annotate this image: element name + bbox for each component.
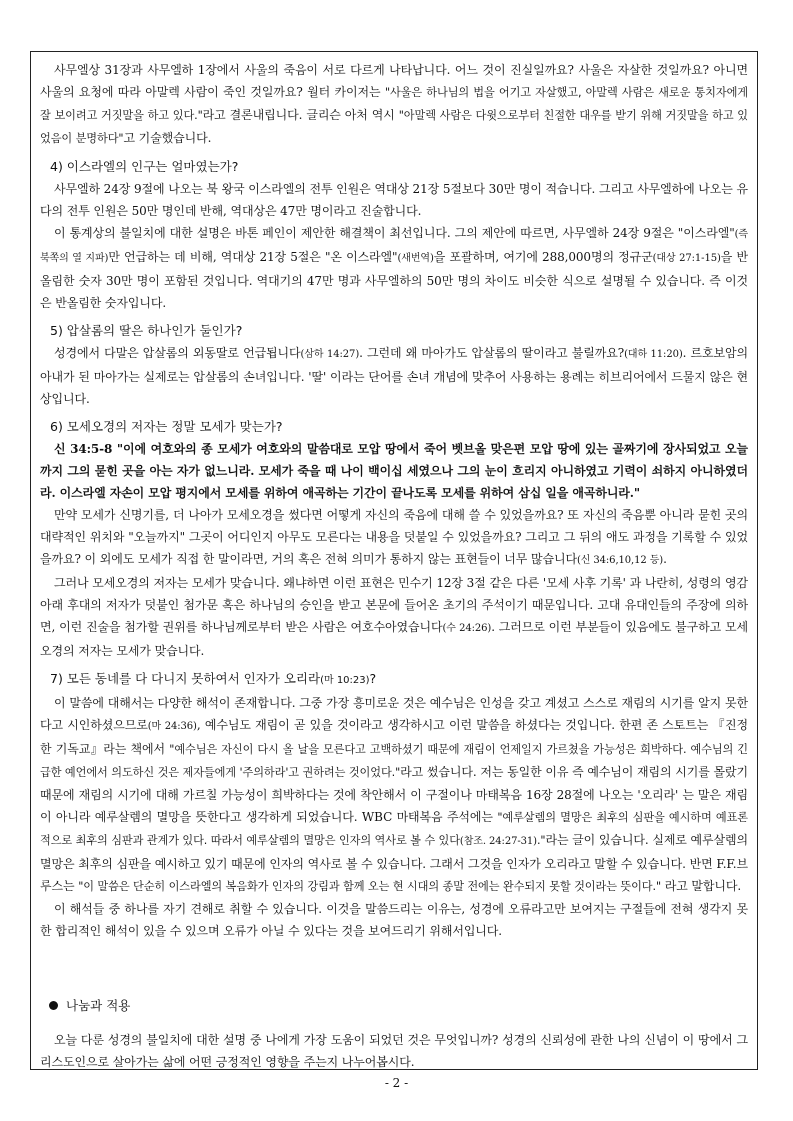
section-6-heading: 6) 모세오경의 저자는 정말 모세가 맞는가? [50,419,283,434]
intro-text: 라고 결론내립니다. 글리슨 아처 역시 [202,108,399,122]
text: 라고 말합니다. [661,879,742,893]
archer-quote: "아말렉 사람은 다윗으로부터 친절한 대우를 받기 위해 거짓말을 하고 있었음이 분명하다" [40,109,748,145]
note: (즉 북쪽의 열 지파) [40,229,748,264]
reference: (대상 27:1-15) [652,253,721,264]
text: 그러나 모세오경의 저자는 모세가 맞습니다. 왜냐하면 이런 표현은 민수기 12장 3절 같은 다른 '모세 사후 기록' 과 나란히, 성령의 영감 아래 후대의 저자가 덧붙인 첨가문 혹은 하나님의 승인을 받고 본문에 들어온 초기의 주석이기 때문입니다. 고대 유대인들의 주장에 의하면, 이런 진술을 첨가할 권위를 하나님께로부터 받은 사람은 여호수아였습니다 [40,576,748,634]
reference: (대하 11:20) [624,349,683,360]
text: 만 언급하는 데 비해, 역대상 21장 5절은 "온 이스라엘" [108,250,398,264]
reference: (참조. 24:27-31) [459,836,537,847]
text: . 르호보암의 아내가 된 마아가는 실제로는 압살롬의 손녀입니다. '딸' 이라는 단어를 손녀 개념에 맞추어 사용하는 용례는 히브리어에서 드물지 않은 현상입니다. [40,346,749,406]
section-6-paragraph-2 [40,572,748,662]
text: 만약 모세가 신명기를, 더 나아가 모세오경을 썼다면 어떻게 자신의 죽음에 대해 쓸 수 있었을까요? 또 자신의 죽음뿐 아니라 묻힌 곳의 대략적인 위치와 "오늘까지" 그곳이 어디인지 아무도 모른다는 내용을 덧붙일 수 있었을까요? 그리고 그 뒤의 애도 과정을 기록할 수 있었을까요? 이 외에도 모세가 직접 한 말이라면, 거의 혹은 전혀 의미가 통하지 않는 표현들이 너무 많습니다 [40,508,748,566]
heading-text: 7) 모든 동네를 다 다니지 못하여서 인자가 오리라 [50,671,321,686]
text: 을 반올림한 숫자 30만 명이 포함된 것입니다. 역대기의 47만 명과 사무엘하의 50만 명의 차이도 비슷한 식으로 설명될 수 있습니다. 즉 이것은 반올림한 숫자입니다. [40,250,748,310]
text: 성경에서 다말은 압살롬의 외동딸로 언급됩니다 [54,346,301,360]
reference: (신 34:6,10,12 등) [576,555,664,566]
section-7-heading [40,668,748,692]
page-number: - 2 - [384,1076,409,1090]
text: . 그러므로 이런 부분들이 있음에도 불구하고 모세오경의 저자는 모세가 맞습니다. [40,620,749,658]
wbc-quote: "예루살렘의 멸망은 최후의 심판을 예시하며 예표론적으로 최후의 심판과 관계가 있다. 따라서 예루살렘의 멸망은 인자의 역사로 볼 수 있다 [40,811,748,847]
section-4-paragraph-1: 사무엘하 24장 9절에 나오는 북 왕국 이스라엘의 전투 인원은 역대상 21장 5절보다 30만 명이 적습니다. 그리고 사무엘하에 나오는 유다의 전투 인원은 50만 명인데 반해, 역대상은 47만 명이라고 진술합니다. [40,182,748,218]
section-5-paragraph [40,342,748,410]
text: . 그런데 왜 마아가도 압살롬의 딸이라고 불릴까요? [359,346,625,360]
sharing-paragraph: 오늘 다룬 성경의 불일치에 대한 설명 중 나에게 가장 도움이 되었던 것은 무엇입니까? 성경의 신뢰성에 관한 나의 신념이 이 땅에서 그리스도인으로 살아가는 삶에 어떤 긍정적인 영향을 주는지 나누어봅시다. [40,1033,748,1069]
intro-text: 고 기술했습니다. [123,131,212,145]
section-6-paragraph-1 [40,504,748,572]
content-body [40,59,748,942]
section-7-paragraph-2: 이 해석들 중 하나를 자기 견해로 취할 수 있습니다. 이것을 말씀드리는 이유는, 성경에 오류라고만 보여지는 구절들에 전혀 생각지 못한 합리적인 해석이 있을 수 있으며 오류가 아닐 수 있다는 것을 보여드리기 위해서입니다. [40,902,748,938]
intro-text: 사무엘상 31장과 사무엘하 1장에서 사울의 죽음이 서로 다르게 나타납니다. 어느 것이 진실일까요? 사울은 자살한 것일까요? 아니면 사울의 요청에 따라 아말렉 사람이 죽인 것일까요? 월터 카이저는 [40,63,748,99]
text: 이 말씀에 대해서는 다양한 해석이 존재합니다. 그중 가장 흥미로운 것은 예수님은 인성을 갖고 계셨고 스스로 재림의 시기를 알지 못한다고 시인하셨으므로 [40,696,748,732]
text: , 예수님도 재림이 곧 있을 것이라고 생각하시고 이런 말씀을 하셨다는 것입니다. 한편 존 스토트는 [196,718,713,732]
text: 라는 책에서 [103,742,170,756]
heading-text: ? [369,671,377,686]
section-4-heading: 4) 이스라엘의 인구는 얼마였는가? [50,159,239,174]
section-5-heading: 5) 압살롬의 딸은 하나인가 둘인가? [50,323,243,338]
text: . [663,552,667,566]
deuteronomy-verse: 신 34:5-8 "이에 여호와의 종 모세가 여호와의 말씀대로 모압 땅에서 죽어 벳브올 맞은편 모압 땅에 있는 골짜기에 장사되었고 오늘까지 그의 묻힌 곳을 아는 자가 없느니라. 모세가 죽을 때 나이 백이십 세였으나 그의 눈이 흐리지 아니하였고 기력이 쇠하지 아니하였더라. 이스라엘 자손이 모압 평지에서 모세를 위하여 애곡하는 기간이 끝나도록 모세를 위하여 삼십 일을 애곡하니라." [40,442,748,500]
text: 을 포괄하며, 여기에 288,000명의 정규군 [433,250,653,264]
text: 이 통계상의 불일치에 대한 설명은 바톤 페인이 제안한 해결책이 최선입니다. 그의 제안에 따르면, 사무엘하 24장 9절은 "이스라엘" [54,226,735,240]
kaiser-quote: "사울은 하나님의 법을 어기고 자살했고, 아말렉 사람은 새로운 통치자에게 잘 보이려고 거짓말을 하고 있다." [40,86,748,122]
text: 라는 글이 있습니다. 실제로 예루살렘의 멸망은 최후의 심판을 예시하고 있기 때문에 인자의 역사로 볼 수 있습니다. 그래서 그것을 인자가 오리라고 말할 수 있습니다. 반면 F.F.브루스는 [40,833,748,893]
section-7-paragraph-1 [40,692,748,898]
sharing-section [40,1029,748,1070]
reference: (삼하 14:27) [300,349,360,360]
note: (새번역) [397,253,434,264]
section-4-paragraph-2 [40,222,748,314]
reference: (수 24:26) [442,623,492,634]
sharing-heading [49,995,130,1017]
content-frame [30,51,758,1070]
reference: (마 10:23) [320,675,370,686]
heading-text: 나눔과 적용 [66,998,131,1013]
reference: (마 24:36) [147,721,197,732]
wbc-quote: ." [536,834,546,847]
intro-paragraph [40,59,748,150]
bullet-icon [49,1001,58,1010]
stott-quote: "예수님은 자신이 다시 올 날을 모른다고 고백하셨기 때문에 재림이 언제일지 가르쳤을 가능성은 희박하다. 예수님의 긴급한 예언에서 의도하신 것은 제자들에게 '주의하라'고 권하려는 것이었다." [40,743,748,779]
bruce-quote: "이 말씀은 단순히 이스라엘의 복음화가 인자의 강림과 함께 오는 현 시대의 종말 전에는 완수되지 못할 것이라는 뜻이다." [78,880,661,893]
text: 라고 썼습니다. 저는 동일한 이유 즉 예수님이 재림의 시기를 몰랐기 때문에 재림의 시기에 대해 가르칠 가능성이 희박하다는 것에 착안해서 이 구절이나 마태복음 16장 28절에 나오는 '오리라' 는 말은 재림이 아니라 예루살렘의 멸망을 뜻한다고 생각하게 되었습니다. WBC 마태복음 주석에는 [40,765,748,824]
book-title: 『진정한 기독교』 [40,718,748,756]
